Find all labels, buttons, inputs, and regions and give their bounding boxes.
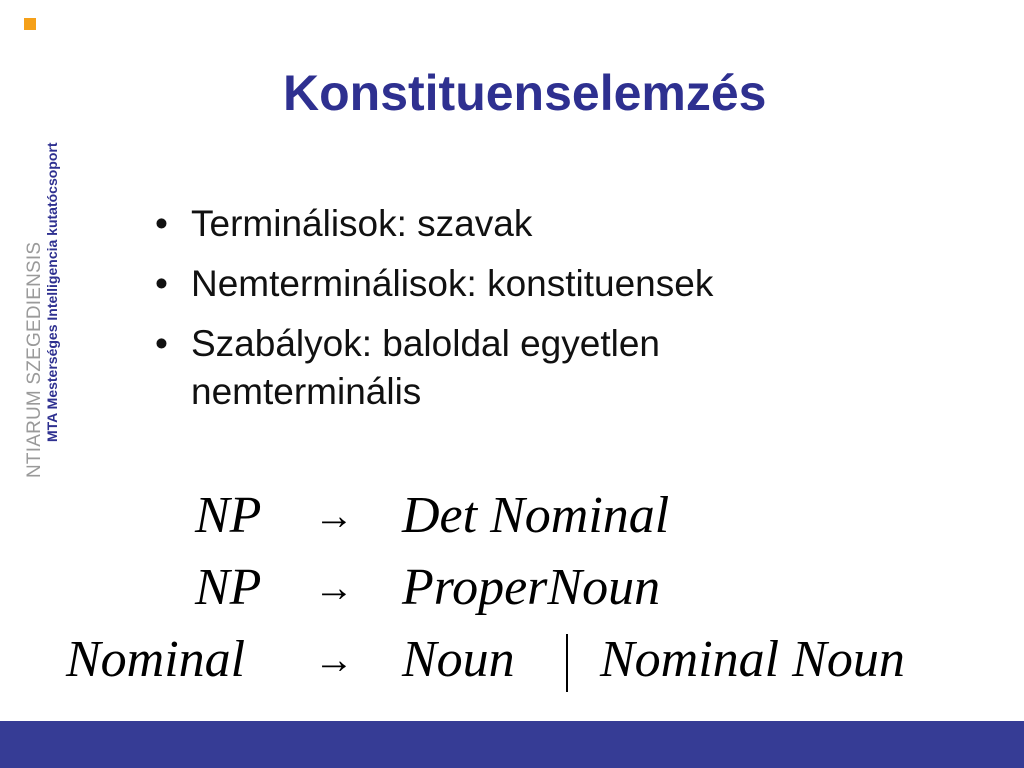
logo-square bbox=[24, 18, 36, 30]
rule-arrow: → bbox=[314, 493, 354, 538]
rule-arrow: → bbox=[314, 565, 354, 610]
rule-rhs: Noun bbox=[402, 631, 515, 688]
rule-rhs: ProperNoun bbox=[402, 559, 661, 616]
rule-lhs: Nominal bbox=[66, 631, 246, 688]
rule-arrow: → bbox=[314, 637, 354, 682]
bullet-list bbox=[155, 200, 875, 428]
research-group-vertical-text: MTA Mesterséges Intelligencia kutatócsoport bbox=[44, 142, 60, 442]
footer-band bbox=[0, 721, 1024, 768]
rule-lhs: NP bbox=[195, 487, 262, 544]
alternative-bar bbox=[566, 634, 568, 692]
rule-rhs: Det Nominal bbox=[402, 487, 670, 544]
grammar-rule-3 bbox=[0, 630, 1024, 690]
bullet-item: • Nemterminálisok: konstituensek bbox=[155, 260, 811, 308]
grammar-rule-2 bbox=[0, 558, 1024, 618]
slide-title: Konstituenselemzés bbox=[283, 65, 767, 121]
rule-lhs: NP bbox=[195, 559, 262, 616]
bullet-item: • Terminálisok: szavak bbox=[155, 200, 811, 248]
bullet-item: • Szabályok: baloldal egyetlen nemterminális bbox=[155, 320, 811, 416]
grammar-rule-1 bbox=[0, 486, 1024, 546]
university-vertical-text: NTIARUM SZEGEDIENSIS bbox=[24, 241, 45, 478]
rule-rhs-alternative: Nominal Noun bbox=[600, 631, 905, 688]
